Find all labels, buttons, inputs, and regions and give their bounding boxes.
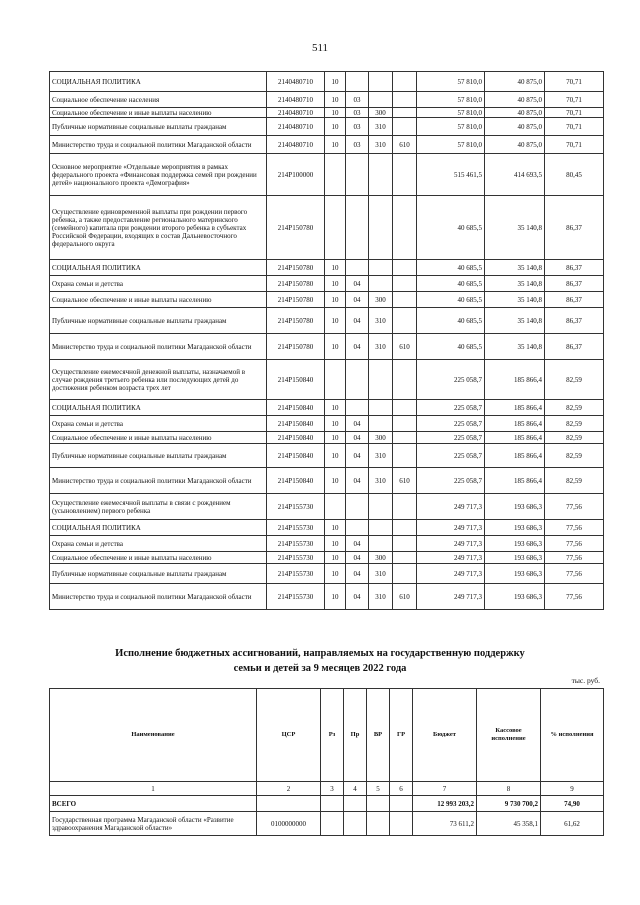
row-rz: 10 <box>325 92 346 108</box>
units-label: тыс. руб. <box>571 676 600 685</box>
row-gr <box>393 520 417 536</box>
row-pct: 70,71 <box>545 72 604 92</box>
row-budget: 40 685,5 <box>417 276 485 292</box>
row-pr: 04 <box>346 552 369 564</box>
row-csr: 214P150780 <box>267 308 325 334</box>
total-cash: 9 730 700,2 <box>477 796 541 812</box>
row-budget: 249 717,3 <box>417 494 485 520</box>
row-gr <box>393 564 417 584</box>
row-budget: 225 058,7 <box>417 400 485 416</box>
table-row <box>50 520 604 536</box>
row-cash: 414 693,5 <box>485 154 545 196</box>
row-name: Социальное обеспечение и иные выплаты населению <box>50 108 267 118</box>
table-row <box>50 276 604 292</box>
row-csr: 214P150840 <box>267 444 325 468</box>
row-name: Министерство труда и социальной политики Магаданской области <box>50 334 267 360</box>
row-name: Осуществление единовременной выплаты при рождении первого ребенка, а также предоставление регионального материнского (семейного) капитала при рождении второго ребенка в субъектах Российской Федерации, входящих в состав Дальневосточного федерального округа <box>50 196 267 260</box>
row-gr: 610 <box>393 584 417 610</box>
row-cash: 40 875,0 <box>485 118 545 136</box>
total-csr <box>257 796 321 812</box>
table-header-row <box>50 689 604 782</box>
row-pr: 03 <box>346 92 369 108</box>
row-vr: 310 <box>369 564 393 584</box>
table-row <box>50 136 604 154</box>
row-rz: 10 <box>325 536 346 552</box>
table-row <box>50 812 604 836</box>
row-pct: 77,56 <box>545 552 604 564</box>
row-csr: 214P150780 <box>267 292 325 308</box>
row-gr <box>393 536 417 552</box>
row-name: Основное мероприятие «Отдельные мероприятия в рамках федерального проекта «Финансовая поддержка семей при рождении детей» национального проекта «Демография» <box>50 154 267 196</box>
table-row <box>50 118 604 136</box>
total-vr <box>367 796 390 812</box>
row-budget: 40 685,5 <box>417 334 485 360</box>
row-vr <box>369 92 393 108</box>
row-pr: 04 <box>346 292 369 308</box>
row-budget: 40 685,5 <box>417 196 485 260</box>
total-name: ВСЕГО <box>50 796 257 812</box>
row-budget: 249 717,3 <box>417 584 485 610</box>
row-csr: 214P155730 <box>267 552 325 564</box>
table-row <box>50 92 604 108</box>
row-budget: 225 058,7 <box>417 416 485 432</box>
row-pr <box>344 812 367 836</box>
row-cash: 35 140,8 <box>485 260 545 276</box>
row-cash: 40 875,0 <box>485 108 545 118</box>
row-cash: 35 140,8 <box>485 334 545 360</box>
row-pct: 77,56 <box>545 584 604 610</box>
header-vr: ВР <box>367 689 390 782</box>
table-row <box>50 334 604 360</box>
row-budget: 73 611,2 <box>413 812 477 836</box>
family-support-table-body <box>50 812 604 836</box>
row-gr <box>390 812 413 836</box>
row-cash: 193 686,3 <box>485 536 545 552</box>
header-budget: Бюджет <box>413 689 477 782</box>
row-cash: 35 140,8 <box>485 308 545 334</box>
row-rz: 10 <box>325 118 346 136</box>
row-rz: 10 <box>325 292 346 308</box>
row-csr: 214P155730 <box>267 564 325 584</box>
row-rz: 10 <box>325 564 346 584</box>
row-pr: 04 <box>346 444 369 468</box>
row-cash: 185 866,4 <box>485 360 545 400</box>
row-vr: 310 <box>369 444 393 468</box>
row-vr: 300 <box>369 552 393 564</box>
row-pr: 04 <box>346 564 369 584</box>
row-gr <box>393 552 417 564</box>
row-vr <box>369 196 393 260</box>
row-pct: 86,37 <box>545 308 604 334</box>
row-budget: 515 461,5 <box>417 154 485 196</box>
table-row <box>50 564 604 584</box>
row-pr <box>346 520 369 536</box>
budget-table-continued <box>49 71 604 610</box>
row-vr <box>369 72 393 92</box>
row-budget: 249 717,3 <box>417 552 485 564</box>
row-gr <box>393 432 417 444</box>
row-vr: 300 <box>369 292 393 308</box>
table-row <box>50 308 604 334</box>
table-row <box>50 494 604 520</box>
col-number: 8 <box>477 782 541 796</box>
row-cash: 185 866,4 <box>485 432 545 444</box>
table-row <box>50 292 604 308</box>
row-name: Министерство труда и социальной политики Магаданской области <box>50 136 267 154</box>
col-number: 6 <box>390 782 413 796</box>
row-budget: 225 058,7 <box>417 444 485 468</box>
row-pr <box>346 154 369 196</box>
row-csr: 2140480710 <box>267 118 325 136</box>
header-rz: Рз <box>321 689 344 782</box>
row-name: Социальное обеспечение населения <box>50 92 267 108</box>
row-csr: 214P155730 <box>267 520 325 536</box>
row-rz <box>325 154 346 196</box>
row-csr: 2140480710 <box>267 136 325 154</box>
row-cash: 193 686,3 <box>485 564 545 584</box>
row-gr: 610 <box>393 334 417 360</box>
page-number: 511 <box>311 42 329 54</box>
row-cash: 35 140,8 <box>485 276 545 292</box>
row-name: Публичные нормативные социальные выплаты гражданам <box>50 118 267 136</box>
row-rz: 10 <box>325 136 346 154</box>
row-name: Публичные нормативные социальные выплаты гражданам <box>50 308 267 334</box>
row-rz: 10 <box>325 468 346 494</box>
row-pct: 86,37 <box>545 260 604 276</box>
table-row <box>50 400 604 416</box>
total-budget: 12 993 203,2 <box>413 796 477 812</box>
row-vr <box>369 260 393 276</box>
table-row <box>50 468 604 494</box>
table-row <box>50 444 604 468</box>
row-pct: 77,56 <box>545 494 604 520</box>
row-rz: 10 <box>325 416 346 432</box>
table-row <box>50 196 604 260</box>
row-gr <box>393 360 417 400</box>
row-rz: 10 <box>325 400 346 416</box>
row-vr <box>369 360 393 400</box>
row-name: СОЦИАЛЬНАЯ ПОЛИТИКА <box>50 72 267 92</box>
row-name: Государственная программа Магаданской области «Развитие здравоохранения Магаданской области» <box>50 812 257 836</box>
row-gr <box>393 400 417 416</box>
row-gr <box>393 154 417 196</box>
row-budget: 225 058,7 <box>417 360 485 400</box>
row-budget: 57 810,0 <box>417 72 485 92</box>
row-csr: 214P150780 <box>267 276 325 292</box>
row-pr: 04 <box>346 334 369 360</box>
row-budget: 57 810,0 <box>417 92 485 108</box>
row-gr <box>393 292 417 308</box>
row-name: Социальное обеспечение и иные выплаты населению <box>50 292 267 308</box>
row-csr: 214P100000 <box>267 154 325 196</box>
row-csr: 214P150780 <box>267 196 325 260</box>
row-rz: 10 <box>325 108 346 118</box>
row-rz <box>325 360 346 400</box>
header-gr: ГР <box>390 689 413 782</box>
row-name: Охрана семьи и детства <box>50 276 267 292</box>
row-budget: 40 685,5 <box>417 260 485 276</box>
row-csr: 0100000000 <box>257 812 321 836</box>
row-pct: 77,56 <box>545 536 604 552</box>
row-csr: 214P150840 <box>267 400 325 416</box>
row-vr <box>369 494 393 520</box>
row-cash: 185 866,4 <box>485 468 545 494</box>
row-pct: 77,56 <box>545 564 604 584</box>
row-pr <box>346 400 369 416</box>
row-csr: 2140480710 <box>267 72 325 92</box>
row-rz: 10 <box>325 552 346 564</box>
row-cash: 185 866,4 <box>485 400 545 416</box>
row-cash: 40 875,0 <box>485 136 545 154</box>
row-gr <box>393 108 417 118</box>
row-vr: 310 <box>369 468 393 494</box>
row-name: СОЦИАЛЬНАЯ ПОЛИТИКА <box>50 400 267 416</box>
row-gr <box>393 276 417 292</box>
row-pct: 86,37 <box>545 276 604 292</box>
row-csr: 2140480710 <box>267 92 325 108</box>
total-rz <box>321 796 344 812</box>
row-pr <box>346 72 369 92</box>
row-budget: 249 717,3 <box>417 564 485 584</box>
row-pct: 82,59 <box>545 360 604 400</box>
row-pr: 04 <box>346 416 369 432</box>
col-number: 4 <box>344 782 367 796</box>
row-vr <box>369 400 393 416</box>
row-pct: 70,71 <box>545 108 604 118</box>
row-rz <box>325 494 346 520</box>
row-cash: 35 140,8 <box>485 196 545 260</box>
row-vr: 310 <box>369 334 393 360</box>
row-budget: 40 685,5 <box>417 292 485 308</box>
row-pr: 03 <box>346 136 369 154</box>
table-row <box>50 260 604 276</box>
row-pct: 86,37 <box>545 292 604 308</box>
row-vr <box>369 416 393 432</box>
row-pr <box>346 260 369 276</box>
row-csr: 214P150780 <box>267 260 325 276</box>
row-gr: 610 <box>393 468 417 494</box>
row-rz: 10 <box>325 432 346 444</box>
row-name: Публичные нормативные социальные выплаты гражданам <box>50 564 267 584</box>
row-rz <box>321 812 344 836</box>
table-row <box>50 552 604 564</box>
row-pr: 03 <box>346 118 369 136</box>
total-gr <box>390 796 413 812</box>
row-pct: 80,45 <box>545 154 604 196</box>
row-vr <box>367 812 390 836</box>
row-budget: 225 058,7 <box>417 432 485 444</box>
row-gr <box>393 494 417 520</box>
header-pr: Пр <box>344 689 367 782</box>
table-row <box>50 72 604 92</box>
row-name: Министерство труда и социальной политики Магаданской области <box>50 584 267 610</box>
section-title-line2: семьи и детей за 9 месяцев 2022 года <box>233 663 407 674</box>
row-csr: 214P155730 <box>267 536 325 552</box>
col-number: 3 <box>321 782 344 796</box>
row-pr <box>346 360 369 400</box>
header-csr: ЦСР <box>257 689 321 782</box>
row-vr <box>369 520 393 536</box>
row-cash: 35 140,8 <box>485 292 545 308</box>
row-pr: 04 <box>346 432 369 444</box>
col-number: 9 <box>541 782 604 796</box>
row-gr <box>393 72 417 92</box>
row-gr <box>393 196 417 260</box>
row-budget: 57 810,0 <box>417 108 485 118</box>
table-row <box>50 584 604 610</box>
row-rz: 10 <box>325 276 346 292</box>
total-pct: 74,90 <box>541 796 604 812</box>
row-rz: 10 <box>325 584 346 610</box>
section-title-line1: Исполнение бюджетных ассигнований, направляемых на государственную поддержку <box>115 648 525 659</box>
row-cash: 185 866,4 <box>485 416 545 432</box>
row-pr: 04 <box>346 584 369 610</box>
row-vr: 310 <box>369 308 393 334</box>
table-row <box>50 536 604 552</box>
row-gr: 610 <box>393 136 417 154</box>
row-vr <box>369 154 393 196</box>
table-row <box>50 154 604 196</box>
family-support-table <box>49 688 604 836</box>
row-gr <box>393 444 417 468</box>
table-row <box>50 360 604 400</box>
row-pr: 03 <box>346 108 369 118</box>
row-pct: 70,71 <box>545 92 604 108</box>
row-budget: 249 717,3 <box>417 536 485 552</box>
row-pct: 82,59 <box>545 444 604 468</box>
row-vr <box>369 276 393 292</box>
row-pr: 04 <box>346 308 369 334</box>
row-name: СОЦИАЛЬНАЯ ПОЛИТИКА <box>50 260 267 276</box>
row-gr <box>393 416 417 432</box>
row-pct: 86,37 <box>545 196 604 260</box>
table-row <box>50 432 604 444</box>
row-budget: 249 717,3 <box>417 520 485 536</box>
row-pr: 04 <box>346 468 369 494</box>
col-number: 5 <box>367 782 390 796</box>
row-rz: 10 <box>325 334 346 360</box>
row-csr: 2140480710 <box>267 108 325 118</box>
row-name: Социальное обеспечение и иные выплаты населению <box>50 552 267 564</box>
row-name: Министерство труда и социальной политики Магаданской области <box>50 468 267 494</box>
col-number: 1 <box>50 782 257 796</box>
row-rz: 10 <box>325 72 346 92</box>
row-cash: 193 686,3 <box>485 584 545 610</box>
row-cash: 45 358,1 <box>477 812 541 836</box>
row-csr: 214P150840 <box>267 432 325 444</box>
header-pct: % исполнения <box>541 689 604 782</box>
row-csr: 214P150840 <box>267 360 325 400</box>
row-pct: 82,59 <box>545 432 604 444</box>
col-number: 7 <box>413 782 477 796</box>
row-budget: 57 810,0 <box>417 118 485 136</box>
row-csr: 214P150840 <box>267 468 325 494</box>
row-pct: 61,62 <box>541 812 604 836</box>
header-cash: Кассовое исполнение <box>477 689 541 782</box>
row-rz: 10 <box>325 520 346 536</box>
row-budget: 40 685,5 <box>417 308 485 334</box>
row-pr <box>346 494 369 520</box>
row-pct: 82,59 <box>545 416 604 432</box>
row-rz: 10 <box>325 308 346 334</box>
table-row <box>50 416 604 432</box>
row-pr: 04 <box>346 276 369 292</box>
row-name: Охрана семьи и детства <box>50 536 267 552</box>
total-pr <box>344 796 367 812</box>
row-name: СОЦИАЛЬНАЯ ПОЛИТИКА <box>50 520 267 536</box>
row-csr: 214P155730 <box>267 584 325 610</box>
row-csr: 214P150780 <box>267 334 325 360</box>
row-budget: 57 810,0 <box>417 136 485 154</box>
row-gr <box>393 118 417 136</box>
row-pr: 04 <box>346 536 369 552</box>
row-pct: 77,56 <box>545 520 604 536</box>
row-pct: 82,59 <box>545 400 604 416</box>
header-name: Наименование <box>50 689 257 782</box>
row-csr: 214P150840 <box>267 416 325 432</box>
budget-table-continued-body <box>50 72 604 610</box>
row-csr: 214P155730 <box>267 494 325 520</box>
row-rz <box>325 196 346 260</box>
row-cash: 40 875,0 <box>485 92 545 108</box>
row-pct: 70,71 <box>545 118 604 136</box>
row-gr <box>393 308 417 334</box>
row-name: Охрана семьи и детства <box>50 416 267 432</box>
section-title <box>0 646 640 676</box>
row-vr: 300 <box>369 108 393 118</box>
row-cash: 193 686,3 <box>485 520 545 536</box>
row-name: Осуществление ежемесячной денежной выплаты, назначаемой в случае рождения третьего ребенка или последующих детей до достижения ребенком возраста трех лет <box>50 360 267 400</box>
row-name: Социальное обеспечение и иные выплаты населению <box>50 432 267 444</box>
row-rz: 10 <box>325 444 346 468</box>
row-cash: 193 686,3 <box>485 552 545 564</box>
row-cash: 40 875,0 <box>485 72 545 92</box>
row-vr: 300 <box>369 432 393 444</box>
row-vr <box>369 536 393 552</box>
row-vr: 310 <box>369 118 393 136</box>
col-number: 2 <box>257 782 321 796</box>
total-row <box>50 796 604 812</box>
row-cash: 193 686,3 <box>485 494 545 520</box>
row-pct: 86,37 <box>545 334 604 360</box>
column-number-row <box>50 782 604 796</box>
row-rz: 10 <box>325 260 346 276</box>
row-name: Публичные нормативные социальные выплаты гражданам <box>50 444 267 468</box>
row-budget: 225 058,7 <box>417 468 485 494</box>
row-vr: 310 <box>369 584 393 610</box>
row-gr <box>393 260 417 276</box>
row-pct: 82,59 <box>545 468 604 494</box>
row-pr <box>346 196 369 260</box>
row-pct: 70,71 <box>545 136 604 154</box>
table-row <box>50 108 604 118</box>
row-name: Осуществление ежемесячной выплаты в связи с рождением (усыновлением) первого ребенка <box>50 494 267 520</box>
row-gr <box>393 92 417 108</box>
row-cash: 185 866,4 <box>485 444 545 468</box>
row-vr: 310 <box>369 136 393 154</box>
